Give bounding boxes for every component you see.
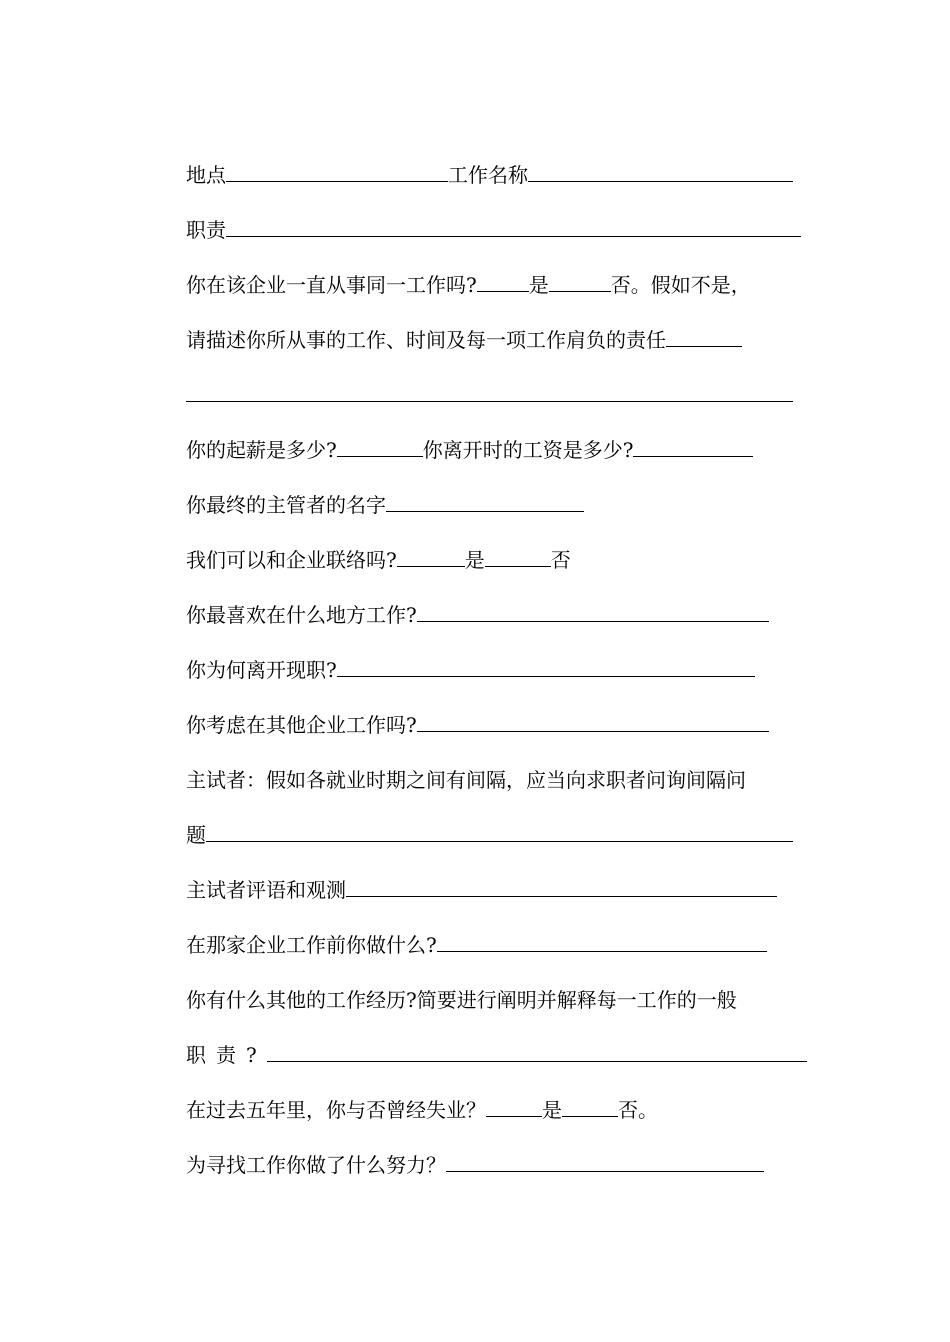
same-job-no-field[interactable] [549,270,611,292]
interviewer-comments-line [186,875,777,905]
job-search-line [186,1150,764,1180]
job-title-label: 工作名称 [448,163,528,187]
contact-yes-label: 是 [464,548,485,572]
unemployed-yes-label: 是 [542,1098,562,1122]
leave-reason-label: 你为何离开现职? [186,658,337,682]
duties-label: 职责 [186,218,226,242]
supervisor-field[interactable] [386,490,584,512]
supervisor-line [186,490,584,520]
gap-question-label: 题 [186,823,206,847]
other-company-label: 你考虑在其他企业工作吗? [186,713,417,737]
interviewer-comments-label: 主试者评语和观测 [186,878,346,902]
contact-question: 我们可以和企业联络吗? [186,548,397,572]
contact-yes-field[interactable] [397,545,465,567]
duties-question-line [186,1040,807,1070]
gap-question-field[interactable] [206,820,793,842]
favorite-workplace-label: 你最喜欢在什么地方工作? [186,603,417,627]
end-salary-question: 你离开时的工资是多少? [422,438,634,462]
gap-question-line [186,820,793,850]
duties-question-label: 职责? [186,1043,267,1067]
same-job-line [186,270,751,300]
job-search-label: 为寻找工作你做了什么努力？ [186,1153,446,1177]
interviewer-gap-line [186,765,746,795]
location-jobtitle-line [186,160,793,190]
supervisor-label: 你最终的主管者的名字 [186,493,386,517]
unemployed-question: 在过去五年里，你与否曾经失业？ [186,1098,486,1122]
duties-field[interactable] [226,215,801,237]
other-company-line [186,710,769,740]
same-job-yes-field[interactable] [477,270,529,292]
describe-jobs-continuation-line [186,380,793,410]
contact-line [186,545,571,575]
favorite-workplace-field[interactable] [417,600,769,622]
contact-no-label: 否 [550,548,571,572]
job-search-field[interactable] [446,1150,764,1172]
leave-reason-field[interactable] [337,655,755,677]
favorite-workplace-line [186,600,769,630]
duties-line [186,215,801,245]
describe-jobs-field[interactable] [666,325,742,347]
salary-line [186,435,753,465]
before-company-field[interactable] [437,930,767,952]
job-title-field[interactable] [528,160,793,182]
interviewer-gap-text: 主试者：假如各就业时期之间有间隔，应当向求职者问询间隔问 [186,768,746,792]
location-field[interactable] [226,160,448,182]
describe-jobs-continuation-field[interactable] [186,380,793,402]
location-label: 地点 [186,163,226,187]
unemployed-no-field[interactable] [562,1095,618,1117]
contact-no-field[interactable] [485,545,551,567]
unemployed-line [186,1095,658,1125]
interviewer-comments-field[interactable] [346,875,777,897]
duties-question-field[interactable] [267,1040,807,1062]
same-job-yes-label: 是 [528,273,549,297]
other-experience-line [186,985,737,1015]
unemployed-no-label: 否。 [618,1098,658,1122]
other-company-field[interactable] [417,710,769,732]
start-salary-field[interactable] [337,435,423,457]
describe-jobs-text: 请描述你所从事的工作、时间及每一项工作肩负的责任 [186,328,666,352]
end-salary-field[interactable] [633,435,753,457]
before-company-line [186,930,767,960]
leave-reason-line [186,655,755,685]
before-company-label: 在那家企业工作前你做什么? [186,933,437,957]
other-experience-text: 你有什么其他的工作经历?简要进行阐明并解释每一工作的一般 [186,988,737,1012]
start-salary-question: 你的起薪是多少? [186,438,337,462]
describe-jobs-line [186,325,742,355]
same-job-no-label: 否。假如不是， [610,273,751,297]
unemployed-yes-field[interactable] [486,1095,542,1117]
same-job-question: 你在该企业一直从事同一工作吗? [186,273,477,297]
